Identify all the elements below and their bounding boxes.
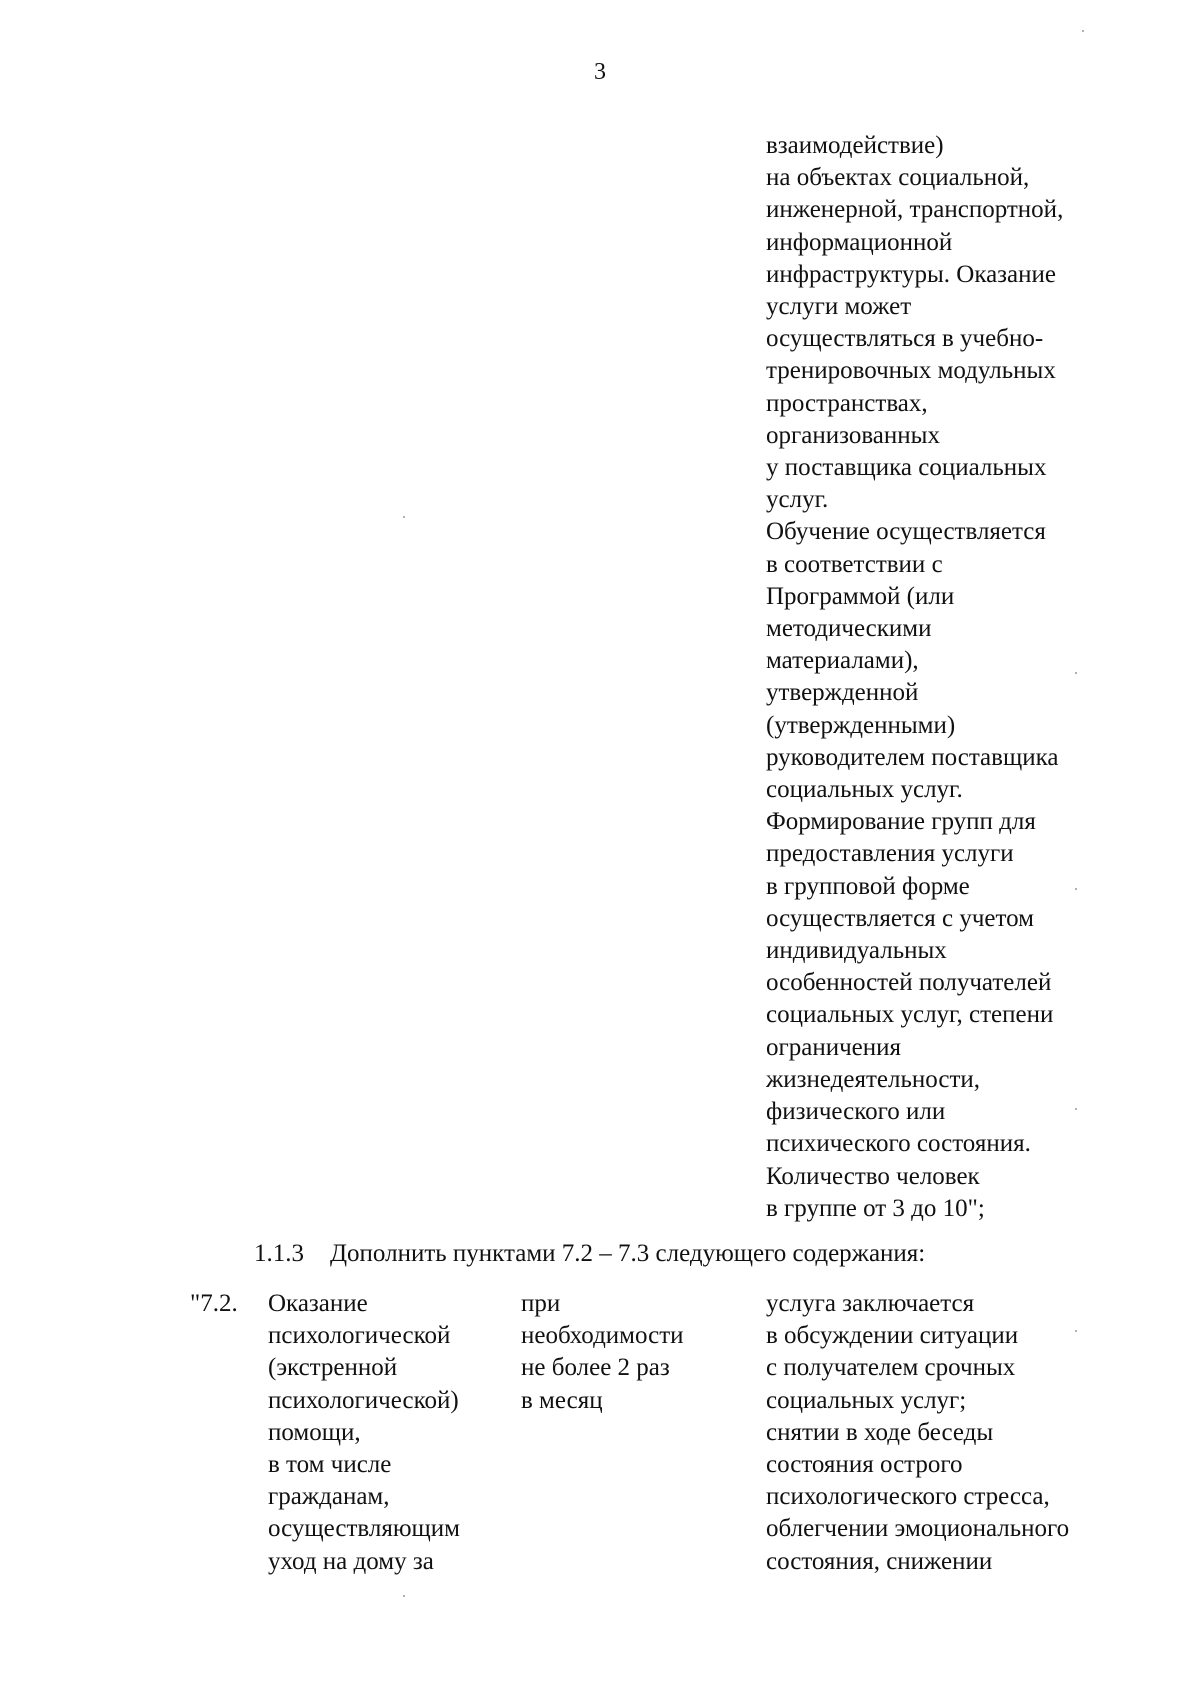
text-line: состояния острого xyxy=(766,1451,963,1479)
text-line: информационной xyxy=(766,228,953,256)
clause-number: 1.1.3 xyxy=(254,1240,304,1267)
text-line: осуществляется с учетом xyxy=(766,904,1034,932)
text-line: (экстренной xyxy=(268,1354,398,1382)
word: более xyxy=(551,1354,612,1382)
scan-speck xyxy=(1075,672,1077,674)
text-line: физического или xyxy=(766,1098,946,1126)
text-line: Оказание xyxy=(268,1290,368,1317)
text-line: индивидуальных xyxy=(766,937,947,965)
scan-speck xyxy=(1075,888,1077,890)
text-line: социальных услуг. xyxy=(766,776,963,804)
scan-speck xyxy=(1082,30,1084,32)
text-line: в том числе xyxy=(268,1451,392,1479)
text-line: с получателем срочных xyxy=(766,1354,1016,1382)
word: не xyxy=(521,1354,546,1382)
text-line: услуги может xyxy=(766,293,912,321)
text-line: методическими xyxy=(766,615,932,643)
text-line: у поставщика социальных xyxy=(766,454,1047,482)
text-line: взаимодействие) xyxy=(766,132,944,159)
service-content-cell xyxy=(766,1288,1186,1578)
scan-speck xyxy=(403,1595,405,1597)
word: 2 xyxy=(617,1354,631,1382)
text-line: инфраструктуры. Оказание xyxy=(766,260,1057,288)
text-line: услуг. xyxy=(766,486,829,514)
text-line: в групповой форме xyxy=(766,872,970,900)
row-number-cell xyxy=(190,1288,260,1320)
service-description-continuation xyxy=(766,130,1186,1225)
text-line: в группе от 3 до 10"; xyxy=(766,1194,985,1222)
text-line: Формирование групп для xyxy=(766,808,1036,836)
page-number: 3 xyxy=(594,59,606,85)
text-line: социальных услуг, степени xyxy=(766,1001,1054,1029)
text-line: Программой (или xyxy=(766,582,955,610)
text-line: Количество человек xyxy=(766,1162,980,1190)
text-line: психологической) xyxy=(268,1386,459,1414)
text-line-justified xyxy=(521,1352,716,1384)
text-line: при xyxy=(521,1290,561,1317)
text-line: облегчении эмоционального xyxy=(766,1515,1070,1543)
service-name-cell xyxy=(268,1288,508,1578)
text-line: утвержденной xyxy=(766,679,919,707)
text-line: пространствах, xyxy=(766,389,928,417)
text-line: психологической xyxy=(268,1322,451,1350)
text-line: тренировочных модульных xyxy=(766,357,1056,385)
text-line: руководителем поставщика xyxy=(766,743,1059,771)
text-line: в соответствии с xyxy=(766,550,943,578)
word: раз xyxy=(636,1354,670,1382)
text-line: социальных услуг; xyxy=(766,1386,967,1414)
text-line: помощи, xyxy=(268,1418,361,1446)
text-line: ограничения xyxy=(766,1033,902,1061)
table-row xyxy=(0,1288,1200,1588)
text-line: особенностей получателей xyxy=(766,969,1052,997)
text-line: в обсуждении ситуации xyxy=(766,1322,1019,1350)
text-line: психического состояния. xyxy=(766,1130,1031,1158)
scan-speck xyxy=(1075,1108,1077,1110)
text-line: осуществляющим xyxy=(268,1515,460,1543)
amendment-instruction xyxy=(254,1238,925,1270)
text-line: жизнедеятельности, xyxy=(766,1065,981,1093)
scan-speck xyxy=(1075,1330,1077,1332)
text-line: осуществляться в учебно- xyxy=(766,325,1044,353)
text-line: уход на дому за xyxy=(268,1547,434,1575)
text-line: необходимости xyxy=(521,1322,684,1350)
text-line: на объектах социальной, xyxy=(766,164,1030,192)
text-line: в месяц xyxy=(521,1386,603,1414)
text-line: материалами), xyxy=(766,647,919,675)
text-line: гражданам, xyxy=(268,1483,390,1511)
text-line: (утвержденными) xyxy=(766,711,956,739)
row-number: "7.2. xyxy=(190,1290,238,1317)
clause-text: Дополнить пунктами 7.2 – 7.3 следующего содержания: xyxy=(330,1240,926,1267)
text-line: предоставления услуги xyxy=(766,840,1014,868)
text-line: состояния, снижении xyxy=(766,1547,993,1575)
frequency-cell xyxy=(521,1288,721,1417)
text-line: психологического стресса, xyxy=(766,1483,1050,1511)
text-line: инженерной, транспортной, xyxy=(766,196,1064,224)
text-line: снятии в ходе беседы xyxy=(766,1418,994,1446)
text-line: организованных xyxy=(766,421,940,449)
text-line: услуга заключается xyxy=(766,1290,975,1317)
text-line: Обучение осуществляется xyxy=(766,518,1046,546)
scan-speck xyxy=(403,516,405,518)
